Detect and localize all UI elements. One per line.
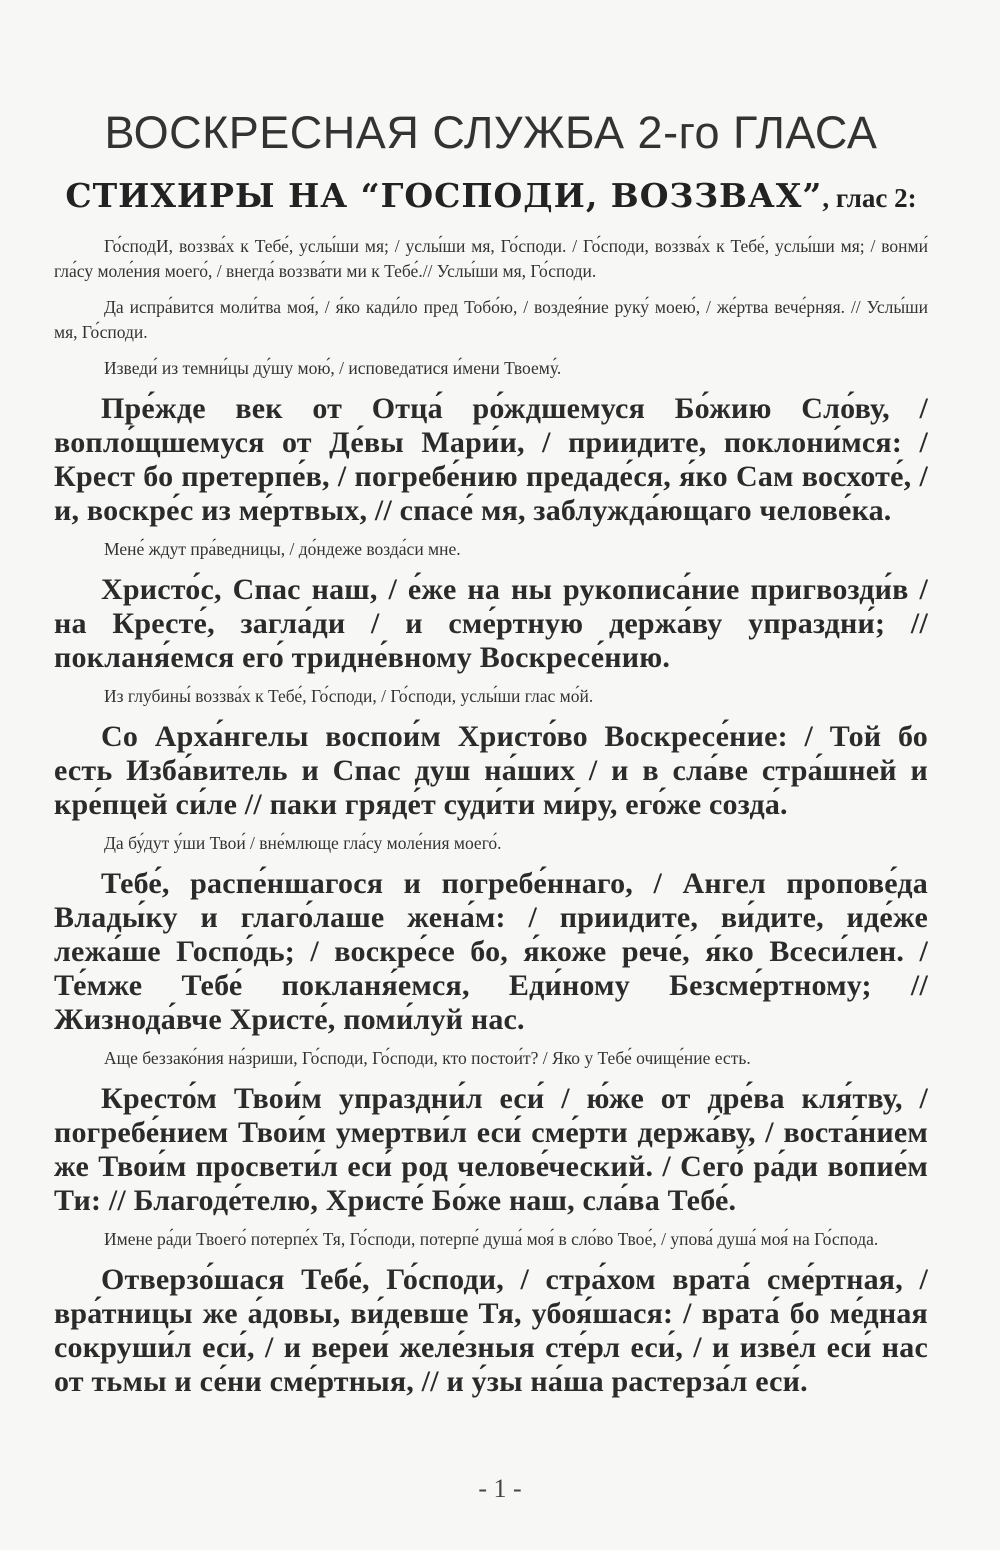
- stichera-paragraph: Тебе́, распе́ншагося и погребе́ннаго, / Ангел пропове́да Влады́ку и глаго́лаше жена́м: / приидите, ви́дите, иде́же лежа́ше Госпо́дь; / воскре́се бо, я́коже рече́, я́ко Всеси́лен. / Те́мже Тебе́ покланя́емся, Еди́ному Безсме́ртному; // Жизнода́вче Христе́, поми́луй нас.: [54, 867, 928, 1036]
- psalm-verse: Имене ра́ди Твоего́ потерпе́х Тя, Го́споди, потерпе́ душа́ моя́ в сло́во Твое́, / упова́ душа́ моя́ на Го́спода.: [104, 1229, 879, 1249]
- stichera-paragraph: Со Арха́нгелы воспои́м Христо́во Воскресе́ние: / Той бо есть Изба́витель и Спас душ на́ших / и в сла́ве стра́шней и кре́пцей си́ле // паки гряде́т суди́ти ми́ру, его́же созда́.: [54, 720, 928, 821]
- stichera-paragraph: Кресто́м Твои́м упраздни́л еси́ / ю́же от дре́ва кля́тву, / погребе́нием Твои́м умертви́л еси́ сме́рти держа́ву, / воста́нием же Твои́м просвети́л еси́ род челове́ческий. / Сего́ ра́ди вопие́м Ти: // Благоде́телю, Христе́ Бо́же наш, сла́ва Тебе́.: [54, 1082, 928, 1217]
- section-subtitle: [54, 176, 928, 218]
- psalm-verse: Да испра́вится моли́тва моя́, / я́ко кади́ло пред Тобо́ю, / воздея́ние руку́ моею́, / же́ртва вече́рняя. // Услы́ши мя, Го́споди.: [54, 297, 928, 342]
- subtitle-lead: СТИХИРЫ НА “ГОСПОДИ, ВОЗЗВАХ”: [65, 176, 823, 215]
- psalm-verse: Изведи́ из темни́цы ду́шу мою́, / исповедатися и́мени Твоему́.: [104, 358, 562, 378]
- psalm-verse: Го́сподИ, воззва́х к Тебе́, услы́ши мя; / услы́ши мя, Го́споди. / Го́споди, воззва́х к Тебе́, услы́ши мя; / вонми́ гла́су моле́ния моего́, / внегда́ воззва́ти ми к Тебе́.// Услы́ши мя, Го́споди.: [54, 236, 928, 281]
- page-number: - 1 -: [478, 1474, 522, 1503]
- stichera-paragraph: Отверзо́шася Тебе́, Го́споди, / стра́хом врата́ сме́ртная, / вра́тницы же а́довы, ви́девше Тя, убоя́шася: / врата́ бо ме́дная сокруши́л еси́, / и вереи́ желе́зныя сте́рл еси́, / и изве́л еси́ нас от тьмы и се́ни сме́ртныя, // и у́зы на́ша растерза́л еси́.: [54, 1263, 928, 1398]
- psalm-verse: Из глубины́ воззва́х к Тебе́, Го́споди, / Го́споди, услы́ши глас мо́й.: [104, 686, 594, 706]
- page-title: ВОСКРЕСНАЯ СЛУЖБА 2-го ГЛАСА: [104, 107, 878, 158]
- psalm-verse: Да бу́дут у́ши Твои́ / вне́млюще гла́су моле́ния моего́.: [104, 833, 502, 853]
- stichera-paragraph: Христо́с, Спас наш, / е́же на ны рукописа́ние пригвозди́в / на Кресте́, загла́ди / и сме́ртную держа́ву упраздни́; // покланя́емся его́ тридне́вному Воскресе́нию.: [54, 573, 928, 674]
- service-text: [54, 234, 928, 1399]
- psalm-verse: Мене́ ждут пра́ведницы, / до́ндеже возда́си мне.: [104, 539, 461, 559]
- stichera-paragraph: Пре́жде век от Отца́ ро́ждшемуся Бо́жию Сло́ву, / вопло́щшемуся от Де́вы Мари́и, / приидите, поклони́мся: / Крест бо претерпе́в, / погребе́нию предаде́ся, я́ко Сам восхоте́, / и, воскре́с из ме́ртвых, // спасе́ мя, заблужда́ющаго челове́ка.: [54, 392, 928, 527]
- subtitle-tone: , глас 2:: [822, 183, 917, 213]
- psalm-verse: Аще беззако́ния на́зриши, Го́споди, Го́споди, кто постои́т? / Яко у Тебе́ очище́ние есть.: [104, 1048, 751, 1068]
- document-page: [0, 104, 1000, 1550]
